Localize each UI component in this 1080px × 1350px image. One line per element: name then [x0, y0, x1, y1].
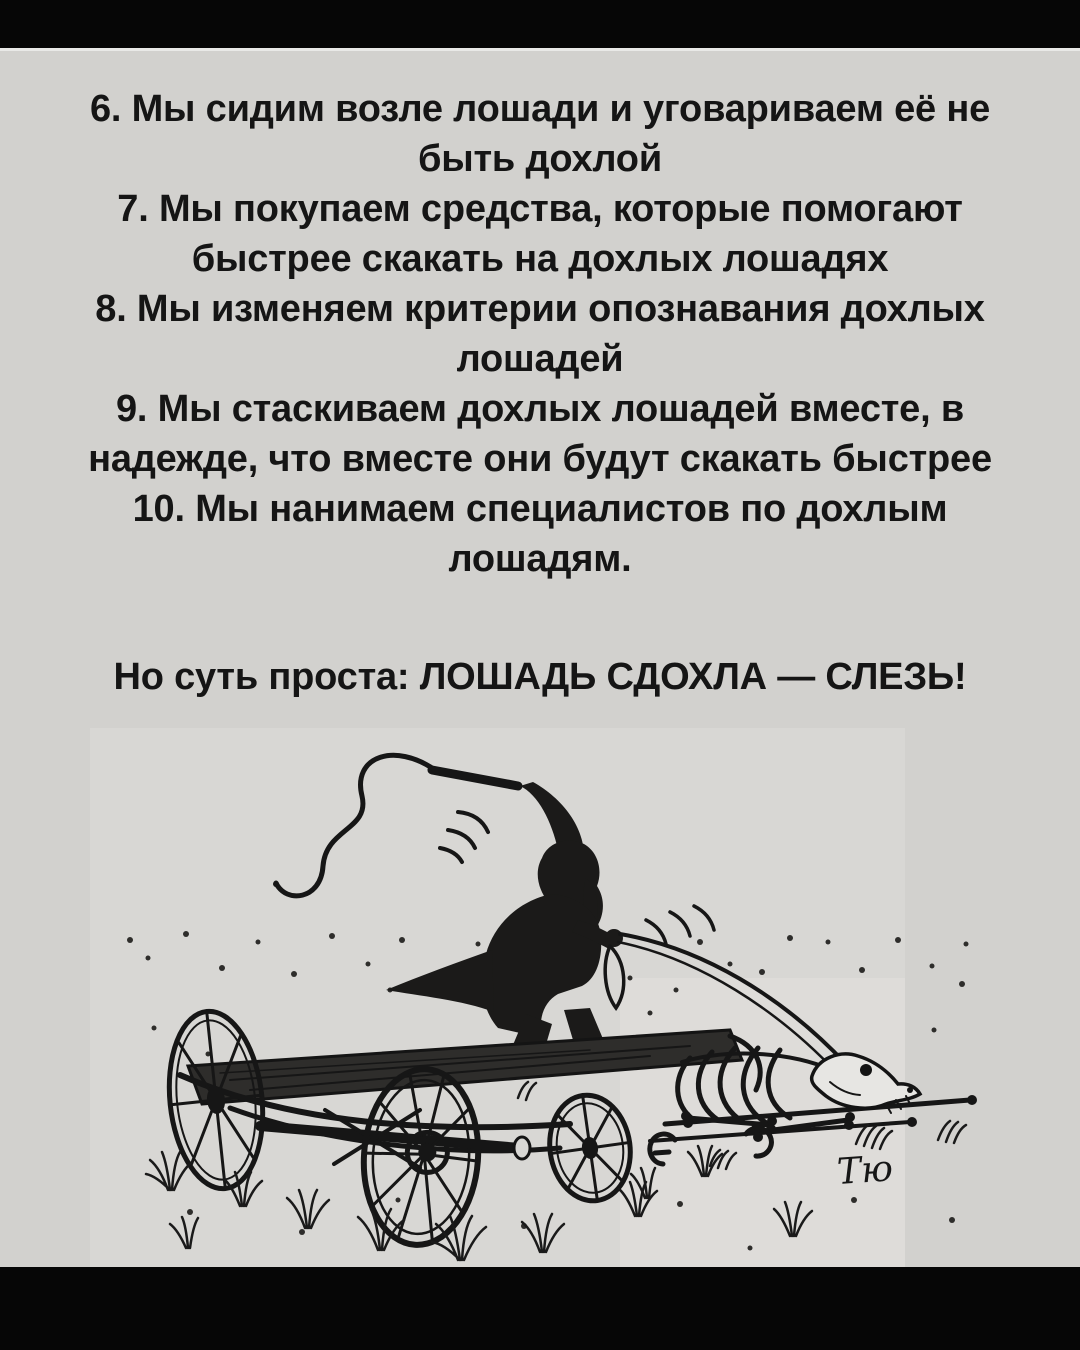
list-item-10: 10. Мы нанимаем специалистов по дохлым лошадям.: [132, 488, 948, 580]
list-item-8: 8. Мы изменяем критерии опознавания дохлых лошадей: [95, 288, 985, 380]
bottom-letterbox-bar: [0, 1267, 1080, 1350]
dead-horse-list: [0, 51, 1080, 584]
list-item-9: 9. Мы стаскиваем дохлых лошадей вместе, в надежде, что вместе они будут скакать быстрее: [88, 388, 992, 480]
list-item-6: 6. Мы сидим возле лошади и уговариваем её не быть дохлой: [89, 88, 991, 180]
cartoon-illustration: [90, 728, 990, 1268]
punchline-text: Но суть проста: ЛОШАДЬ СДОХЛА — СЛЕЗЬ!: [113, 656, 967, 698]
artist-signature: Тю: [835, 1148, 895, 1193]
top-letterbox-bar: [0, 0, 1080, 48]
list-item-7: 7. Мы покупаем средства, которые помогают быстрее скакать на дохлых лошадях: [117, 188, 963, 280]
